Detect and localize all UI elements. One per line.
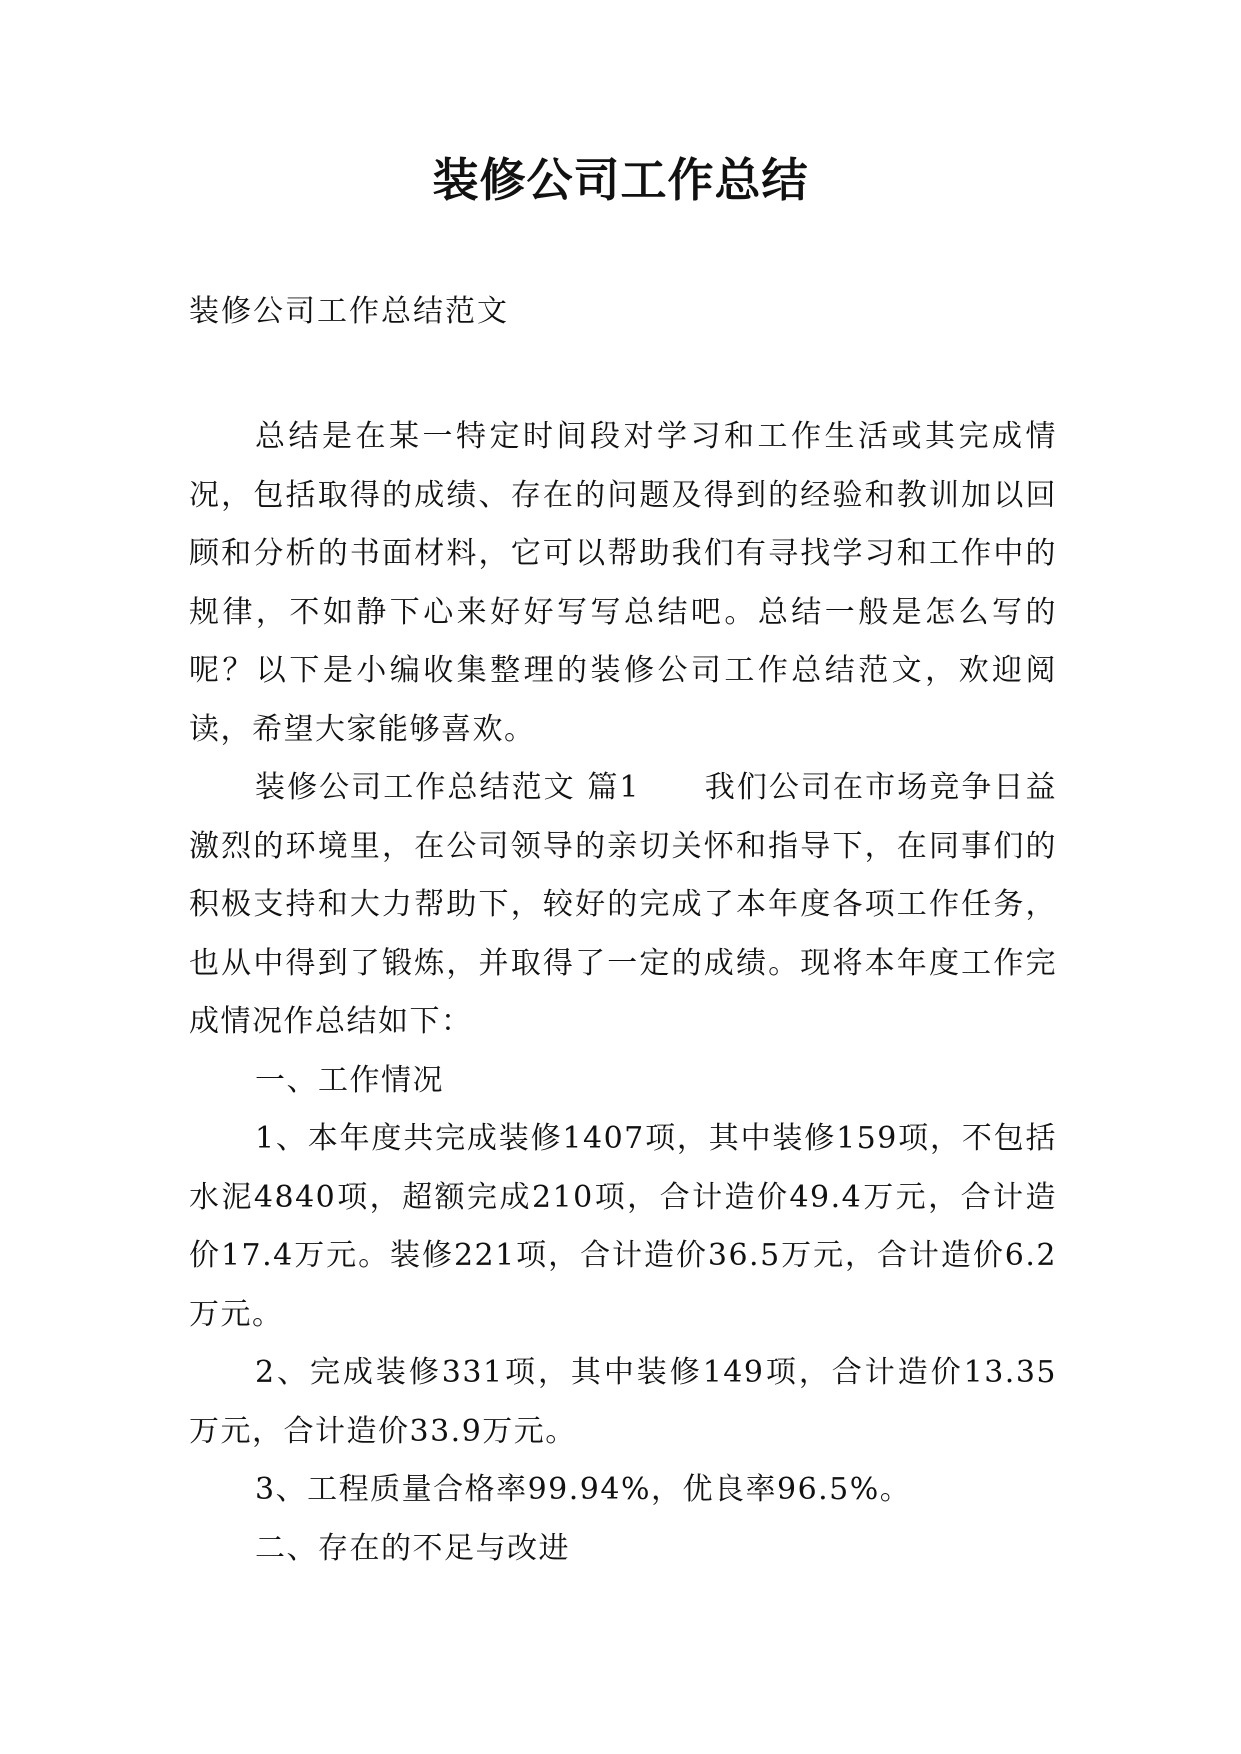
heading-shortcomings: 二、存在的不足与改进 bbox=[255, 1530, 570, 1566]
item-2-paragraph: 2、完成装修331项，其中装修149项，合计造价13.35万元，合计造价33.9万元。 bbox=[189, 1355, 1057, 1449]
intro-paragraph: 总结是在某一特定时间段对学习和工作生活或其完成情况，包括取得的成绩、存在的问题及得到的经验和教训加以回顾和分析的书面材料，它可以帮助我们有寻找学习和工作中的规律，不如静下心来好好写写总结吧。总结一般是怎么写的呢？以下是小编收集整理的装修公司工作总结范文，欢迎阅读，希望大家能够喜欢。 bbox=[189, 419, 1057, 747]
document-subtitle: 装修公司工作总结范文 bbox=[189, 294, 509, 329]
document-title: 装修公司工作总结 bbox=[432, 153, 809, 207]
item-3-paragraph: 3、工程质量合格率99.94%，优良率96.5%。 bbox=[255, 1472, 912, 1507]
document-body bbox=[189, 408, 1057, 1578]
section-1-paragraph: 装修公司工作总结范文 篇1 我们公司在市场竞争日益激烈的环境里，在公司领导的亲切关怀和指导下，在同事们的积极支持和大力帮助下，较好的完成了本年度各项工作任务，也从中得到了锻炼，并取得了一定的成绩。现将本年度工作完成情况作总结如下： bbox=[189, 770, 1057, 1039]
heading-work-status: 一、工作情况 bbox=[255, 1062, 444, 1098]
item-1-paragraph: 1、本年度共完成装修1407项，其中装修159项，不包括水泥4840项，超额完成210项，合计造价49.4万元，合计造价17.4万元。装修221项，合计造价36.5万元，合计造价6.2万元。 bbox=[189, 1121, 1057, 1332]
